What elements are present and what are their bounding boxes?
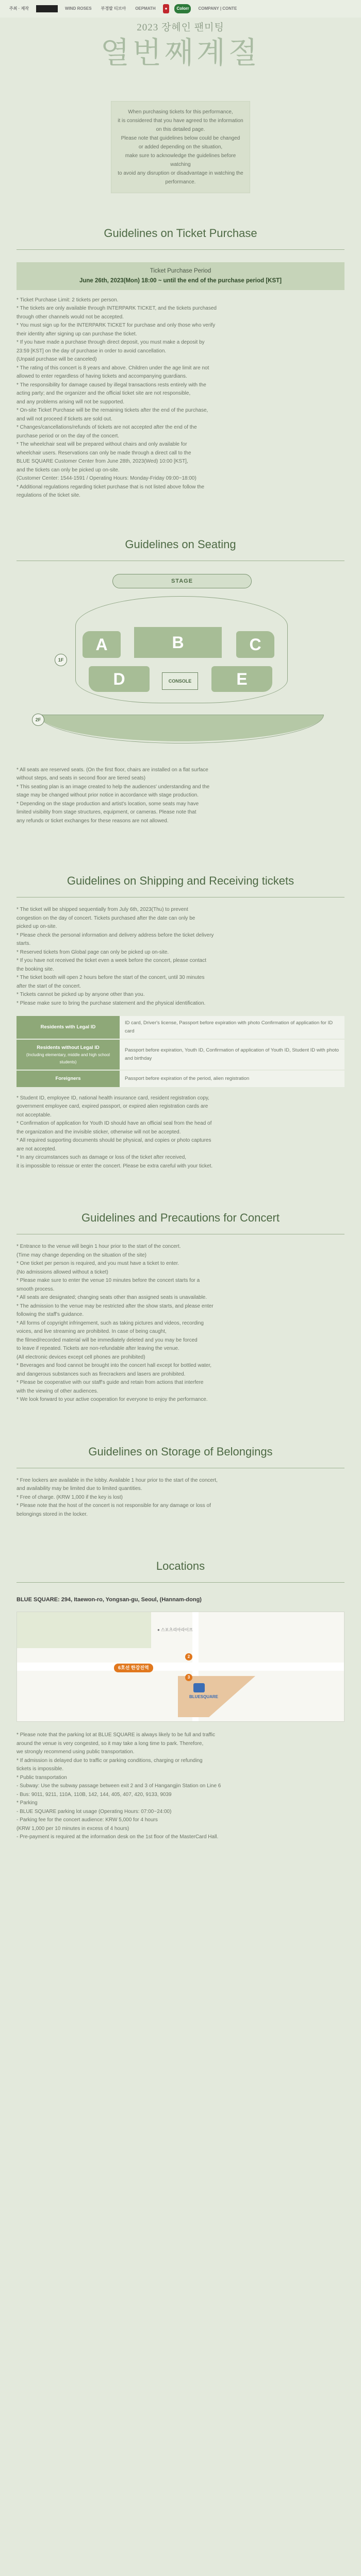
rule-line: the booking site. [17, 966, 54, 972]
rule-line: tickets is impossible. [17, 1766, 64, 1772]
table-row [17, 1016, 344, 1038]
rule-line: (No admissions allowed without a ticket) [17, 1269, 108, 1275]
rule-line: * Please check the personal information and delivery address before the ticket delivery [17, 932, 214, 938]
rule-line: * Please be cooperative with our staff's guide and retain from actions that interfere [17, 1380, 204, 1385]
sponsor-logo-busan: 부경발 티브아 [101, 6, 126, 11]
table-head-cell: Foreigners [17, 1071, 120, 1087]
rule-line: starts. [17, 941, 31, 947]
divider [17, 1582, 344, 1583]
rule-line: limited visibility from stage structures, equipment, or cameras. Please note that [17, 809, 196, 816]
stage-label: STAGE [112, 574, 252, 588]
floor2-tag: 2F [32, 714, 44, 726]
rule-line: 23:59 [KST] on the day of purchase in order to avoid cancellation. [17, 348, 167, 354]
precautions-section-header [0, 1204, 361, 1234]
location-rules-list [17, 1731, 344, 1842]
map-station-label: 6호선 한강진역 [114, 1664, 153, 1672]
notice-line: to avoid any disruption or disadvantage in watching the performance. [118, 171, 243, 185]
rule-line: purchase period or on the day of the concert. [17, 433, 120, 439]
rule-line: we strongly recommend using public transportation. [17, 1749, 135, 1755]
storage-rules-list [17, 1477, 344, 1519]
rule-line: - Bus: 9011, 9211, 110A, 110B, 142, 144, 405, 407, 420, 9133, 9039 [17, 1791, 172, 1798]
rule-line: * Student ID, employee ID, national health insurance card, resident registration copy, [17, 1095, 209, 1101]
rule-line: and any problems arising will not be supported. [17, 399, 125, 405]
rule-line: (Customer Center: 1544-1591 / Operating Hours: Monday-Friday 09:00~18:00) [17, 476, 196, 482]
rule-line: - BLUE SQUARE parking lot usage (Operating Hours: 07:00~24:00) [17, 1808, 172, 1815]
rule-line: * Tickets cannot be picked up by anyone other than you. [17, 992, 145, 998]
floor2-outline [39, 715, 324, 743]
rule-line: and the tickets can only be picked up on-site. [17, 467, 120, 473]
venue-map[interactable] [17, 1612, 344, 1722]
seat-block-e[interactable]: E [211, 666, 272, 692]
locations-section-title: Locations [156, 1560, 205, 1572]
map-park-area [17, 1612, 151, 1648]
rule-line: are not accepted. [17, 1146, 57, 1152]
divider [17, 249, 344, 250]
rule-line: * If admission is delayed due to traffic or parking conditions, charging or refunding [17, 1757, 203, 1764]
sponsor-logo-red: ● [163, 4, 170, 13]
precautions-section-title: Guidelines and Precautions for Concert [81, 1211, 280, 1224]
purchase-period-label: Ticket Purchase Period [150, 268, 211, 274]
rule-line: * Entrance to the venue will begin 1 hour prior to the start of the concert. [17, 1244, 181, 1249]
table-value-cell: ID card, Driver's license, Passport before expiration with photo Confirmation of application for ID card [120, 1016, 344, 1038]
sponsor-logo-windroses: WIND ROSES [65, 6, 92, 11]
shipping-rules-list [17, 906, 344, 1008]
rule-line: any refunds or ticket exchanges for these reasons are not allowed. [17, 818, 169, 824]
id-requirements-table [17, 1015, 344, 1088]
rule-line: * You must sign up for the INTERPARK TICKET for purchase and only those who verify [17, 323, 216, 329]
rule-line: smooth process. [17, 1286, 55, 1292]
hero-banner [0, 18, 361, 83]
seat-map [17, 571, 344, 760]
console-area: CONSOLE [162, 672, 198, 690]
hero-subtitle: 2023 장혜인 팬미팅 [137, 22, 224, 33]
ticket-section-header [0, 219, 361, 250]
notice-line: or added depending on the situation, [138, 144, 223, 150]
rule-line: and will not proceed if tickets are sold out. [17, 416, 112, 422]
rule-line: around the venue is very congested, so it may take a long time to park. Therefore, [17, 1740, 204, 1747]
rule-line: * This seating plan is an image created to help the audiences' understanding and the [17, 784, 210, 790]
rule-line: BLUE SQUARE Customer Center from June 28th, 2023(Wed) 10:00 [KST], [17, 459, 188, 465]
rule-line: (All electronic devices except cell phones are prohibited) [17, 1354, 145, 1360]
rule-line: * All forms of copyright infringement, such as taking pictures and videos, recording [17, 1320, 204, 1326]
rule-line: * If you have made a purchase through direct deposit, you must make a deposit by [17, 340, 205, 346]
rule-line: congestion on the day of concert. Tickets purchased after the date can only be [17, 915, 195, 921]
purchase-period-value: June 26th, 2023(Mon) 18:00 ~ until the end of the purchase period [KST] [79, 277, 282, 284]
table-row [17, 1071, 344, 1087]
rule-line: with the viewing of other audiences. [17, 1388, 99, 1394]
rule-line: not acceptable. [17, 1112, 52, 1118]
table-row [17, 1040, 344, 1070]
rule-line: * If you have not received the ticket even a week before the concert, please contact [17, 958, 206, 964]
notice-line: it is considered that you have agreed to the information on this detailed page. [118, 118, 243, 132]
rule-line: - Subway: Use the subway passage between exit 2 and 3 of Hangangjin Station on Line 6 [17, 1783, 221, 1789]
rule-line: government employee card, expired passport, or expired alien registration cards are [17, 1104, 208, 1109]
rule-line: * The responsibility for damage caused by illegal transactions rests entirely with the [17, 382, 206, 388]
rule-line: * The rating of this concert is 8 years and above. Children under the age limit are not [17, 365, 209, 371]
rule-line: * Beverages and food cannot be brought into the concert hall except for bottled water, [17, 1363, 212, 1368]
rule-line: * The ticket booth will open 2 hours before the start of the concert, until 30 minutes [17, 975, 205, 981]
rule-line: and availability may be limited due to limited quantities. [17, 1486, 142, 1492]
floor1-tag: 1F [55, 654, 67, 666]
sponsor-logo-colorr: Colorr [174, 4, 191, 13]
rule-line: the organization and the invisible sticker, otherwise will not be accepted. [17, 1129, 181, 1135]
rule-line: * Ticket Purchase Limit: 2 tickets per person. [17, 297, 119, 303]
map-exit-marker-3: 3 [185, 1674, 192, 1681]
storage-section-header [0, 1437, 361, 1468]
rule-line: * Please note that the parking lot at BLUE SQUARE is always likely to be full and traffic [17, 1732, 216, 1738]
rule-line: * Parking [17, 1800, 38, 1806]
seat-block-a[interactable]: A [83, 631, 121, 658]
precautions-list [17, 1243, 344, 1404]
ticket-section-title: Guidelines on Ticket Purchase [104, 227, 257, 240]
sponsor-logo [36, 5, 58, 12]
rule-line: * Confirmation of application for Youth ID should have an official seal from the head of [17, 1121, 212, 1126]
seating-section-header [0, 530, 361, 561]
rule-line: it is impossible to reissue or enter the concert. Please be extra careful with your ticket. [17, 1163, 213, 1169]
rule-line: * Please make sure to bring the purchase statement and the physical identification. [17, 1000, 206, 1006]
rule-line: * In any circumstances such as damage or loss of the ticket after received, [17, 1155, 187, 1160]
rule-line: * We look forward to your active cooperation for everyone to enjoy the performance. [17, 1397, 208, 1402]
purchase-period-box [17, 262, 344, 290]
rule-line: voices, and live streaming are prohibited. In case of being caught, [17, 1329, 167, 1334]
rule-line: * The wheelchair seat will be prepared without chairs and only available for [17, 442, 187, 448]
rule-line: picked up on-site. [17, 924, 57, 930]
map-road [17, 1663, 344, 1671]
rule-line: * All seats are reserved seats. (On the first floor, chairs are installed on a flat surface [17, 767, 208, 773]
rule-line: regulations of the ticket site. [17, 493, 80, 499]
rule-line: * The tickets are only available through INTERPARK TICKET, and the tickets purchased [17, 306, 217, 312]
rule-line: * Additional regulations regarding ticket purchase that is not listed above follow the [17, 484, 205, 490]
seat-block-b[interactable]: B [134, 627, 222, 658]
seat-block-c[interactable]: C [236, 631, 274, 658]
rule-line: belongings stored in the locker. [17, 1511, 88, 1517]
rule-line: * Reserved tickets from Global page can only be picked up on-site. [17, 949, 169, 955]
rule-line: following the staff's guidance. [17, 1312, 84, 1317]
venue-pin-icon [193, 1683, 205, 1692]
rule-line: - Pre-payment is required at the information desk on the 1st floor of the MasterCard Hall. [17, 1834, 219, 1840]
rule-line: through other channels would not be accepted. [17, 314, 124, 320]
map-exit-marker-2: 2 [185, 1653, 192, 1660]
rule-line: their identity after signing up can purchase the ticket. [17, 331, 137, 337]
rule-line: without steps, and seats in second floor are tiered seats) [17, 775, 146, 782]
rule-line: (Time may change depending on the situation of the site) [17, 1252, 147, 1258]
sponsor-bar [0, 0, 361, 18]
table-head-cell: Residents with Legal ID [17, 1016, 120, 1038]
rule-line: (Unpaid purchase will be canceled) [17, 357, 97, 363]
rule-line: * Please note that the host of the concert is not responsible for any damage or loss of [17, 1503, 211, 1509]
table-value-cell: Passport before expiration, Youth ID, Confirmation of application of Youth ID, Student ID with photo and birthday [120, 1040, 344, 1070]
rule-line: acting party; and the organizer and the official ticket site are not responsible, [17, 391, 191, 397]
rule-line: (KRW 1,000 per 10 minutes in excess of 4 hours) [17, 1825, 129, 1832]
sponsor-logo-company: COMPANY | CONTE [198, 6, 237, 11]
notice-line: make sure to acknowledge the guidelines before watching [125, 153, 236, 167]
hero-title: 열번째계절 [100, 35, 261, 71]
map-venue-label: BLUESQUARE [189, 1694, 219, 1700]
sponsor-host-label: 주최 · 제작 [9, 6, 29, 11]
rule-line: to leave if repeated. Tickets are non-refundable after leaving the venue. [17, 1346, 179, 1351]
rule-line: * Public transportation [17, 1774, 67, 1781]
ticket-rules-list [17, 296, 344, 500]
rule-line: the filmed/recorded material will be immediately deleted and you may be forced [17, 1337, 198, 1343]
rule-line: * Free of charge. (KRW 1,000 if the key is lost) [17, 1494, 123, 1500]
rule-line: stage may be changed without prior notice in accordance with stage production. [17, 792, 199, 799]
rule-line: * All seats are designated; changing seats other than assigned seats is unavailable. [17, 1295, 207, 1300]
rule-line: and dangerous substances such as firecrackers and lasers are prohibited. [17, 1371, 186, 1377]
rule-line: * On-site Ticket Purchase will be the remaining tickets after the end of the purchase, [17, 408, 208, 414]
rule-line: * Please make sure to enter the venue 10 minutes before the concert starts for a [17, 1278, 200, 1283]
rule-line: * The ticket will be shipped sequentially from July 6th, 2023(Thu) to prevent [17, 907, 188, 913]
locations-section-header [0, 1552, 361, 1583]
sponsor-logo-oepmath: OEPMATH [135, 6, 156, 11]
notice-box [111, 101, 250, 193]
rule-line: - Parking fee for the concert audience: KRW 5,000 for 4 hours [17, 1817, 158, 1823]
map-landmark-label: ● 스포츠리아라이프 [157, 1628, 193, 1633]
shipping-notes-list [17, 1094, 344, 1171]
rule-line: allowed to enter regardless of having tickets and accompanying guardians. [17, 374, 187, 380]
storage-section-title: Guidelines on Storage of Belongings [88, 1445, 273, 1458]
rule-line: * One ticket per person is required, and you must have a ticket to enter. [17, 1261, 179, 1266]
rule-line: * The admission to the venue may be restricted after the show starts, and please enter [17, 1303, 214, 1309]
shipping-section-header [0, 867, 361, 897]
rule-line: wheelchair users. Reservations can only be made through a direct call to the [17, 450, 191, 456]
notice-line: Please note that guidelines below could be changed [121, 135, 240, 141]
rule-line: after the start of the concert. [17, 983, 81, 989]
table-value-cell: Passport before expiration of the period, alien registration [120, 1071, 344, 1087]
rule-line: * All required supporting documents should be physical, and copies or photo captures [17, 1138, 211, 1143]
rule-line: * Depending on the stage production and artist's location, some seats may have [17, 801, 199, 807]
seating-section-title: Guidelines on Seating [125, 537, 236, 551]
notice-line: When purchasing tickets for this performance, [128, 109, 233, 115]
rule-line: * Free lockers are available in the lobby. Available 1 hour prior to the start of the concert, [17, 1477, 218, 1483]
seat-block-d[interactable]: D [89, 666, 150, 692]
venue-address: BLUE SQUARE: 294, Itaewon-ro, Yongsan-gu, Seoul, (Hannam-dong) [17, 1597, 202, 1603]
shipping-section-title: Guidelines on Shipping and Receiving tickets [67, 874, 294, 888]
rule-line: * Changes/cancellations/refunds of tickets are not accepted after the end of the [17, 425, 197, 431]
seating-rules-list [17, 766, 344, 826]
table-head-cell: Residents without Legal ID (Including elementary, middle and high school students) [17, 1040, 120, 1070]
